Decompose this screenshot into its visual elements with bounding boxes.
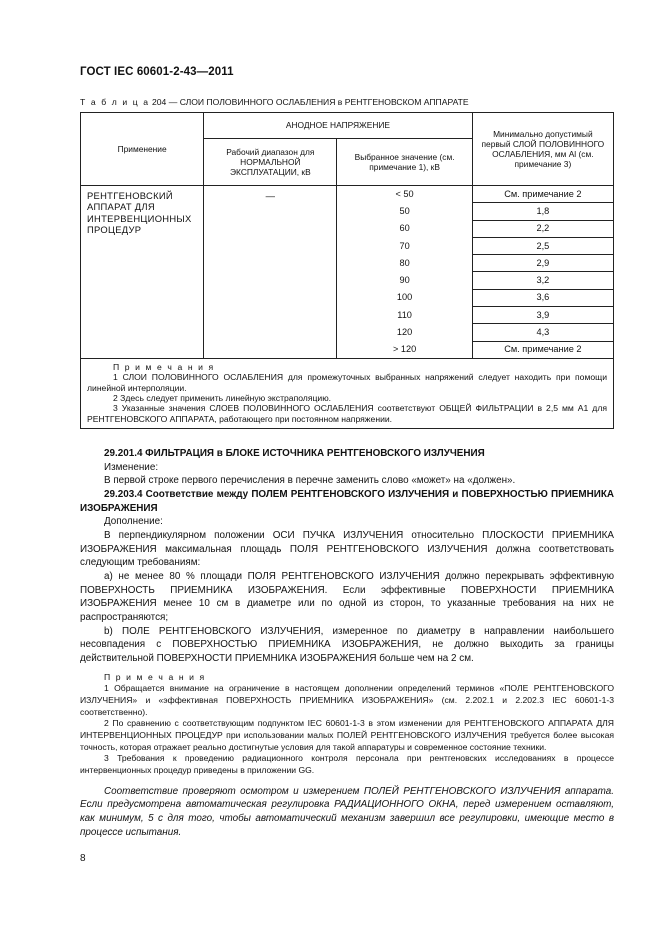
min-layer-cell: 2,5 (472, 237, 613, 254)
header-working-range: Рабочий диапазон для НОРМАЛЬНОЙ ЭКСПЛУАТАЦИИ, кВ (204, 139, 337, 186)
voltage-cell: 50 (337, 203, 472, 220)
voltage-cell: < 50 (337, 186, 472, 203)
paragraph: В первой строке первого перечисления в перечне заменить слово «может» на «должен». (104, 475, 516, 487)
header-min-layer: Минимально допустимый первый СЛОЙ ПОЛОВИННОГО ОСЛАБЛЕНИЯ, мм Al (см. примечание 3) (472, 113, 613, 186)
header-application: Применение (81, 113, 204, 186)
document-body (80, 447, 614, 839)
notes-heading: П р и м е ч а н и я (104, 671, 206, 682)
section-label: Изменение: (104, 461, 159, 473)
min-layer-cell: 4,3 (472, 324, 613, 341)
min-layer-cell: См. примечание 2 (472, 341, 613, 358)
min-layer-cell: 2,9 (472, 255, 613, 272)
min-layer-cell: 3,9 (472, 307, 613, 324)
paragraph: В перпендикулярном положении ОСИ ПУЧКА ИЗЛУЧЕНИЯ относительно ПЛОСКОСТИ ПРИЕМНИКА ИЗОБРАЖЕНИЯ максимальная площадь ПОЛЯ РЕНТГЕНОВСКОГО ИЗЛУЧЕНИЯ должна соответствовать следующим требованиям: (80, 529, 614, 569)
voltage-cell: 110 (337, 307, 472, 324)
min-layer-cell: См. примечание 2 (472, 186, 613, 203)
table-notes-heading: П р и м е ч а н и я (113, 361, 215, 372)
list-item: b) ПОЛЕ РЕНТГЕНОВСКОГО ИЗЛУЧЕНИЯ, измеренное по диаметру в направлении наибольшего несовпадения с ПОВЕРХНОСТЬЮ ПРИЕМНИКА ИЗОБРАЖЕНИЯ, не должно выходить за границы действительной ПОВЕРХНОСТИ ПРИЕМНИКА ИЗОБРАЖЕНИЯ больше чем на 2 см. (80, 625, 614, 664)
voltage-cell: 60 (337, 220, 472, 237)
half-value-layer-table (80, 112, 614, 429)
table-note: 3 Указанные значения СЛОЕВ ПОЛОВИННОГО ОСЛАБЛЕНИЯ соответствуют ОБЩЕЙ ФИЛЬТРАЦИИ в 2,5 мм А1 для РЕНТГЕНОВСКОГО АППАРАТА, работающего при постоянном напряжении. (87, 403, 607, 424)
min-layer-cell: 3,2 (472, 272, 613, 289)
list-item: a) не менее 80 % площади ПОЛЯ РЕНТГЕНОВСКОГО ИЗЛУЧЕНИЯ должно перекрывать эффективную ПОВЕРХНОСТЬ ПРИЕМНИКА ИЗОБРАЖЕНИЯ. Если эффективные ПОВЕРХНОСТИ ПРИЕМНИКА ИЗОБРАЖЕНИЯ менее 10 см в диаметре или по одной из сторон, то указанные требования на них не распространяются; (80, 570, 614, 623)
header-anode-voltage: АНОДНОЕ НАПРЯЖЕНИЕ (204, 113, 473, 139)
table-note: 2 Здесь следует применить линейную экстраполяцию. (113, 392, 332, 403)
compliance-paragraph: Соответствие проверяют осмотром и измерением ПОЛЕЙ РЕНТГЕНОВСКОГО ИЗЛУЧЕНИЯ аппарата. Если предусмотрена автоматическая регулировка РАДИАЦИОННОГО ОКНА, перед измерением оставляют, как минимум, 5 с для того, чтобы автоматический механизм завершил все регулировки, имеющие место в процессе испытания. (80, 785, 614, 838)
section-heading: 29.201.4 ФИЛЬТРАЦИЯ в БЛОКЕ ИСТОЧНИКА РЕНТГЕНОВСКОГО ИЗЛУЧЕНИЯ (104, 448, 485, 459)
table-title-text: 204 — СЛОИ ПОЛОВИННОГО ОСЛАБЛЕНИЯ в РЕНТГЕНОВСКОМ АППАРАТЕ (151, 97, 469, 107)
voltage-cell: 70 (337, 237, 472, 254)
voltage-cell: 120 (337, 324, 472, 341)
voltage-cell: > 120 (337, 341, 472, 358)
note: 3 Требования к проведению радиационного контроля персонала при рентгеновских исследованиях в процессе интервенционных процедур приведены в приложении GG. (80, 753, 614, 775)
min-layer-cell: 1,8 (472, 203, 613, 220)
voltage-cell: 100 (337, 289, 472, 306)
header-selected-value: Выбранное значение (см. примечание 1), кВ (337, 139, 472, 186)
application-cell: РЕНТГЕНОВСКИЙ АППАРАТ ДЛЯ ИНТЕРВЕНЦИОННЫХ ПРОЦЕДУР (81, 186, 204, 359)
table-note: 1 СЛОИ ПОЛОВИННОГО ОСЛАБЛЕНИЯ для промежуточных выбранных напряжений следует находить при помощи линейной интерполяции. (87, 372, 607, 393)
note: 1 Обращается внимание на ограничение в настоящем дополнении определений терминов «ПОЛЕ РЕНТГЕНОВСКОГО ИЗЛУЧЕНИЯ» и «эффективная ПОВЕРХНОСТЬ ПРИЕМНИКА ИЗОБРАЖЕНИЯ» (см. 2.202.1 и 2.202.3 IEC 60601-1-3 соответственно). (80, 683, 614, 717)
table-title (80, 97, 469, 107)
table-title-prefix: Т а б л и ц а (80, 97, 150, 107)
page-number: 8 (80, 853, 86, 864)
section-label: Дополнение: (104, 516, 163, 528)
note: 2 По сравнению с соответствующим подпунктом IEC 60601-1-3 в этом изменении для РЕНТГЕНОВСКОГО АППАРАТА ДЛЯ ИНТЕРВЕНЦИОННЫХ ПРОЦЕДУР при использовании малых ПОЛЕЙ РЕНТГЕНОВСКОГО ИЗЛУЧЕНИЯ требуется более высокая точность, которая отражает реально достигнутые условия для такой аппаратуры и современное состояние техники. (80, 718, 614, 752)
min-layer-cell: 2,2 (472, 220, 613, 237)
voltage-cell: 90 (337, 272, 472, 289)
section-heading: 29.203.4 Соответствие между ПОЛЕМ РЕНТГЕНОВСКОГО ИЗЛУЧЕНИЯ и ПОВЕРХНОСТЬЮ ПРИЕМНИКА ИЗОБРАЖЕНИЯ (80, 488, 614, 514)
voltage-cell: 80 (337, 255, 472, 272)
page-header: ГОСТ IEC 60601-2-43—2011 (80, 66, 234, 78)
working-range-cell: — (204, 186, 337, 359)
table-notes (81, 358, 614, 428)
min-layer-cell: 3,6 (472, 289, 613, 306)
